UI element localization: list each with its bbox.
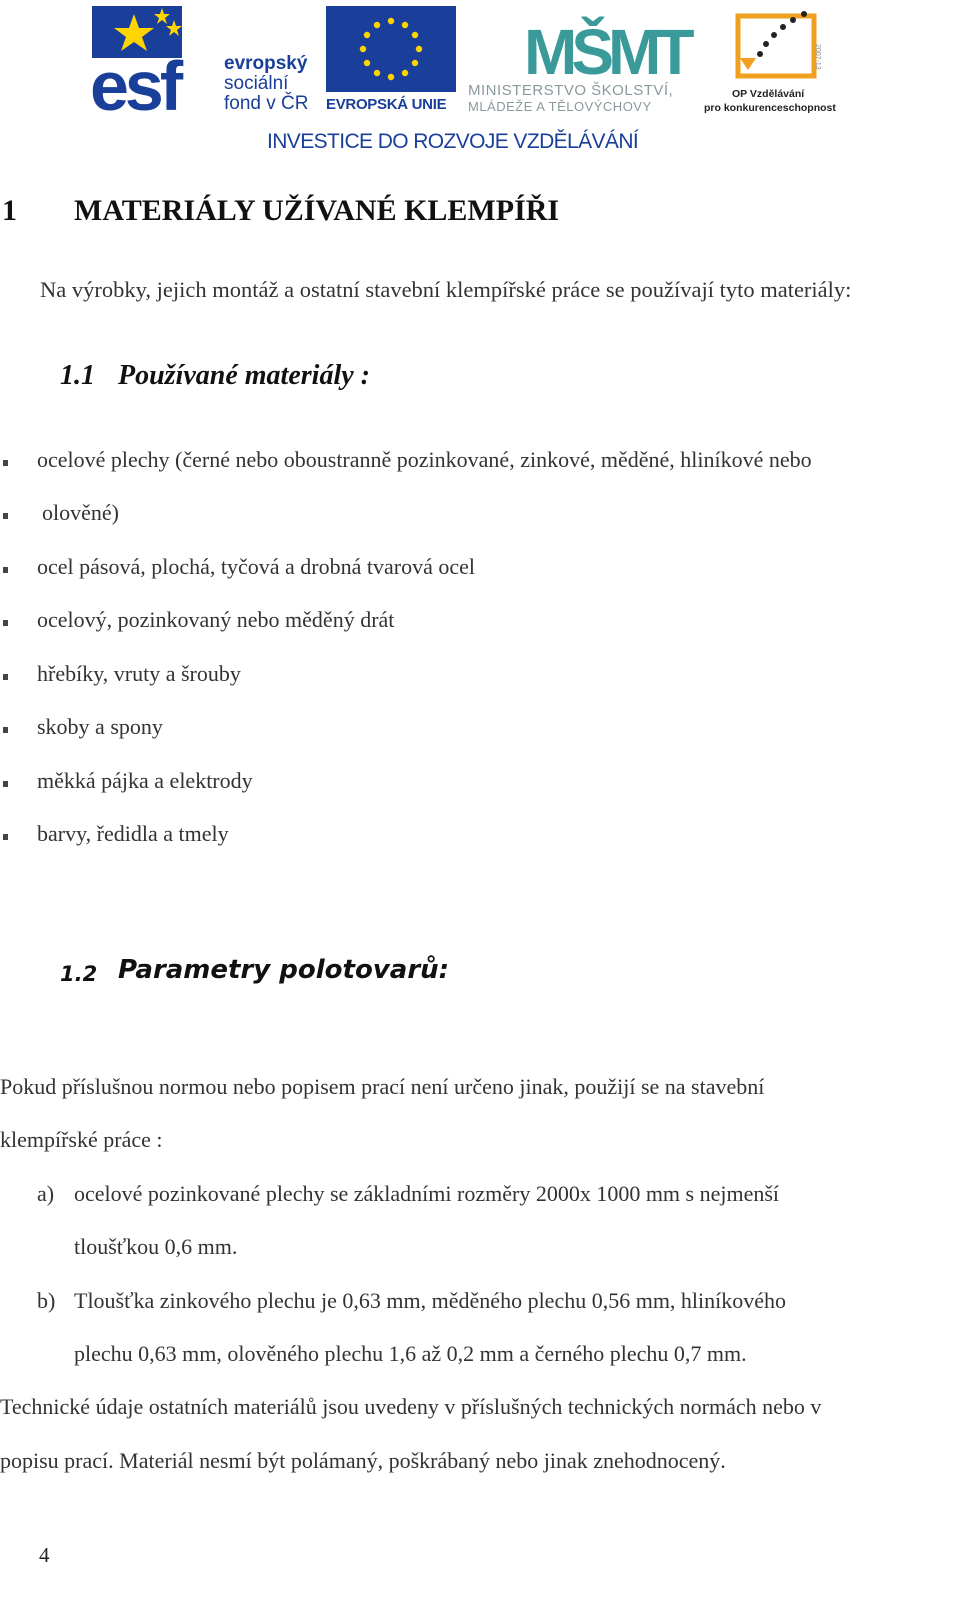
list-item: hřebíky, vruty a šrouby — [37, 661, 241, 686]
bullet-icon — [3, 674, 8, 680]
esf-mark-icon — [92, 6, 222, 114]
paragraph-1-line-1: Pokud příslušnou normou nebo popisem prací není určeno jinak, použijí se na stavební — [0, 1074, 765, 1099]
eu-label: EVROPSKÁ UNIE — [326, 96, 447, 113]
msmt-mark-icon — [466, 4, 694, 80]
section-2-number: 1.2 — [60, 962, 98, 986]
section-2-title: Parametry polotovarů: — [118, 955, 450, 985]
heading-1-title: MATERIÁLY UŽÍVANÉ KLEMPÍŘI — [74, 194, 560, 227]
list-item: ocelové plechy (černé nebo oboustranně pozinkované, zinkové, měděné, hliníkové nebo — [37, 447, 812, 472]
msmt-text-line-2: MLÁDEŽE A TĚLOVÝCHOVY — [468, 99, 652, 114]
list-item: měkká pájka a elektrody — [37, 768, 253, 793]
bullet-icon — [3, 727, 8, 733]
esf-text-line-1: evropský — [224, 53, 308, 74]
bullet-icon — [3, 781, 8, 787]
item-marker: a) — [37, 1181, 55, 1206]
list-item: olověné) — [42, 500, 119, 525]
item-line: ocelové pozinkované plechy se základními rozměry 2000x 1000 mm s nejmenší — [74, 1181, 780, 1206]
list-item: ocelový, pozinkovaný nebo měděný drát — [37, 607, 395, 632]
esf-text-line-2: sociální — [224, 73, 289, 94]
bullet-icon — [3, 460, 8, 466]
item-line: tloušťkou 0,6 mm. — [74, 1234, 238, 1259]
section-1-number: 1.1 — [60, 360, 95, 391]
bullet-icon — [3, 620, 8, 626]
bullet-icon — [3, 834, 8, 840]
eu-logo — [326, 6, 456, 114]
svg-text:2007-13: 2007-13 — [814, 44, 821, 70]
investment-tagline: INVESTICE DO ROZVOJE VZDĚLÁVÁNÍ — [267, 130, 639, 153]
section-1-title: Používané materiály : — [118, 360, 370, 391]
list-item: barvy, ředidla a tmely — [37, 821, 229, 846]
list-item: skoby a spony — [37, 714, 163, 739]
esf-logo — [92, 6, 317, 114]
svg-text:MŠMT: MŠMT — [524, 16, 689, 80]
bullet-icon — [3, 513, 8, 519]
bullet-icon — [3, 567, 8, 573]
paragraph-1-line-2: klempířské práce : — [0, 1127, 163, 1152]
heading-1-number: 1 — [2, 194, 17, 227]
item-line: plechu 0,63 mm, olověného plechu 1,6 až 0,2 mm a černého plechu 0,7 mm. — [74, 1341, 747, 1366]
page-number: 4 — [39, 1543, 50, 1567]
op-text-line-2: pro konkurenceschopnost — [704, 102, 836, 114]
list-item: ocel pásová, plochá, tyčová a drobná tvarová ocel — [37, 554, 475, 579]
item-line: Tloušťka zinkového plechu je 0,63 mm, měděného plechu 0,56 mm, hliníkového — [74, 1288, 787, 1313]
paragraph-2-line-2: popisu prací. Materiál nesmí být polámaný, poškrábaný nebo jinak znehodnocený. — [0, 1448, 726, 1473]
op-logo — [704, 4, 852, 116]
op-text-line-1: OP Vzdělávání — [732, 88, 805, 100]
intro-paragraph: Na výrobky, jejich montáž a ostatní stavební klempířské práce se používají tyto materiály: — [40, 277, 852, 302]
paragraph-2-line-1: Technické údaje ostatních materiálů jsou uvedeny v příslušných technických normách nebo v — [0, 1394, 822, 1419]
svg-text:esf: esf — [92, 47, 180, 114]
eu-flag-icon — [326, 6, 456, 92]
logo-header — [0, 0, 960, 160]
msmt-logo — [466, 4, 694, 116]
msmt-text-line-1: MINISTERSTVO ŠKOLSTVÍ, — [468, 82, 674, 99]
op-mark-icon — [704, 4, 852, 86]
item-marker: b) — [37, 1288, 56, 1313]
esf-text-line-3: fond v ČR — [224, 93, 309, 114]
